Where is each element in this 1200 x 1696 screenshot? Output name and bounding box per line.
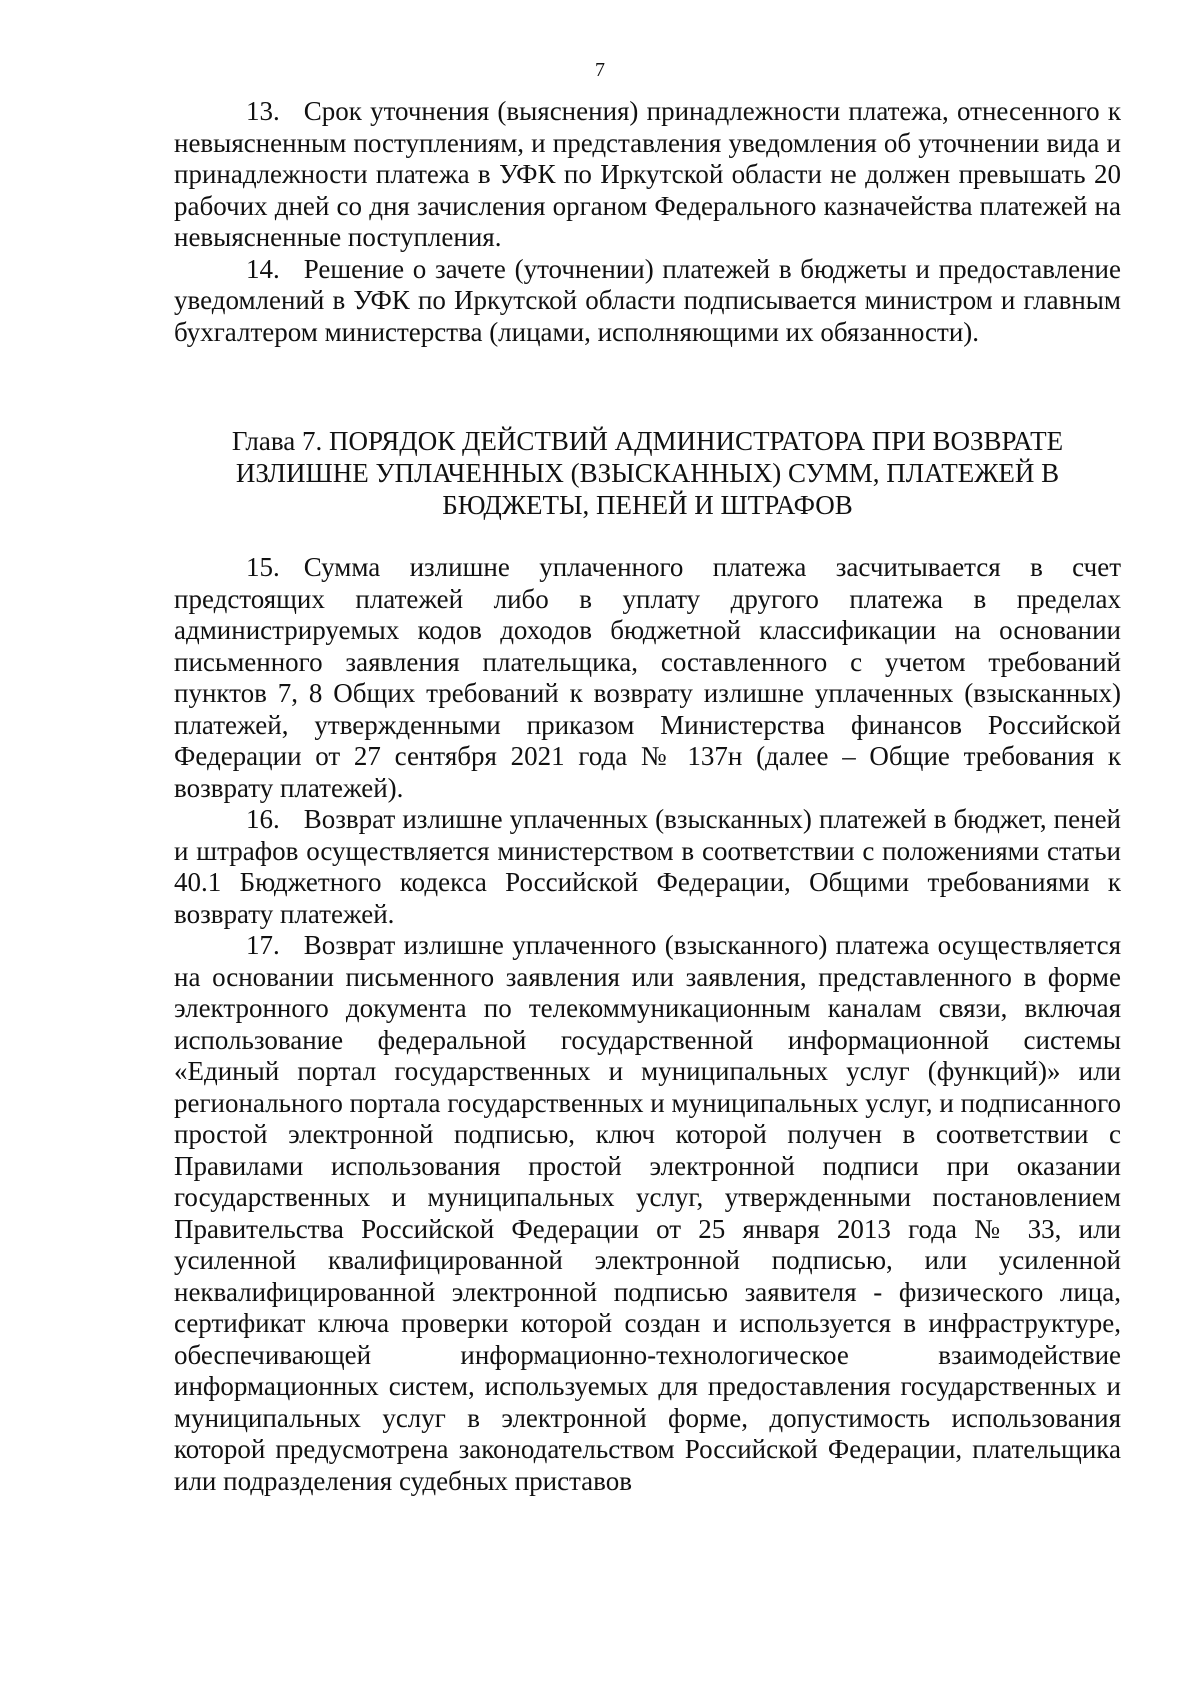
paragraph-text: Сумма излишне уплаченного платежа засчитывается в счет предстоящих платежей либо в уплату другого платежа в пределах администрируемых кодов доходов бюджетной классификации на основании письменного заявления плательщика, составленного с учетом требований пунктов 7, 8 Общих требований к возврату излишне уплаченных (взысканных) платежей, утвержденными приказом Министерства финансов Российской Федерации от 27 сентября 2021 года № 137н (далее – Общие требования к возврату платежей). [174, 552, 1121, 803]
page-number: 7 [595, 59, 605, 81]
chapter-heading [174, 425, 1121, 521]
paragraph-16 [174, 804, 1121, 930]
paragraph-number: 14. [246, 253, 280, 284]
paragraphs-block-top [174, 96, 1121, 348]
paragraph-text: Срок уточнения (выяснения) принадлежности платежа, отнесенного к невыясненным поступлениям, и представления уведомления об уточнении вида и принадлежности платежа в УФК по Иркутской области не должен превышать 20 рабочих дней со дня зачисления органом Федерального казначейства платежей на невыясненные поступления. [174, 96, 1121, 252]
paragraph-15 [174, 552, 1121, 804]
chapter-heading-line: БЮДЖЕТЫ, ПЕНЕЙ И ШТРАФОВ [442, 490, 853, 520]
paragraph-17 [174, 930, 1121, 1497]
paragraphs-block-bottom [174, 552, 1121, 1497]
paragraph-number: 16. [246, 804, 280, 834]
paragraph-14 [174, 254, 1121, 349]
paragraph-text: Возврат излишне уплаченного (взысканного) платежа осуществляется на основании письменного заявления или заявления, представленного в форме электронного документа по телекоммуникационным каналам связи, включая использование федеральной государственной информационной системы «Единый портал государственных и муниципальных услуг (функций)» или регионального портала государственных и муниципальных услуг, и подписанного простой электронной подписью, ключ которой получен в соответствии с Правилами использования простой электронной подписи при оказании государственных и муниципальных услуг, утвержденными постановлением Правительства Российской Федерации от 25 января 2013 года № 33, или усиленной квалифицированной электронной подписью, или усиленной неквалифицированной электронной подписью заявителя - физического лица, сертификат ключа проверки которой создан и используется в инфраструктуре, обеспечивающей информационно-технологическое взаимодействие информационных систем, используемых для предоставления государственных и муниципальных услуг в электронной форме, допустимость использования которой предусмотрена законодательством Российской Федерации, плательщика или подразделения судебных приставов [174, 930, 1121, 1496]
paragraph-13 [174, 96, 1121, 254]
paragraph-number: 13. [246, 96, 280, 126]
paragraph-number: 15. [246, 552, 280, 582]
paragraph-number: 17. [246, 930, 280, 960]
paragraph-text: Возврат излишне уплаченных (взысканных) платежей в бюджет, пеней и штрафов осуществляется министерством в соответствии с положениями статьи 40.1 Бюджетного кодекса Российской Федерации, Общими требованиями к возврату платежей. [174, 804, 1121, 929]
chapter-heading-line: ИЗЛИШНЕ УПЛАЧЕННЫХ (ВЗЫСКАННЫХ) СУММ, ПЛАТЕЖЕЙ В [235, 458, 1060, 488]
paragraph-text: Решение о зачете (уточнении) платежей в бюджеты и предоставление уведомлений в УФК по Иркутской области подписывается министром и главным бухгалтером министерства (лицами, исполняющими их обязанности). [174, 253, 1121, 347]
chapter-heading-line: Глава 7. ПОРЯДОК ДЕЙСТВИЙ АДМИНИСТРАТОРА ПРИ ВОЗВРАТЕ [231, 426, 1064, 456]
